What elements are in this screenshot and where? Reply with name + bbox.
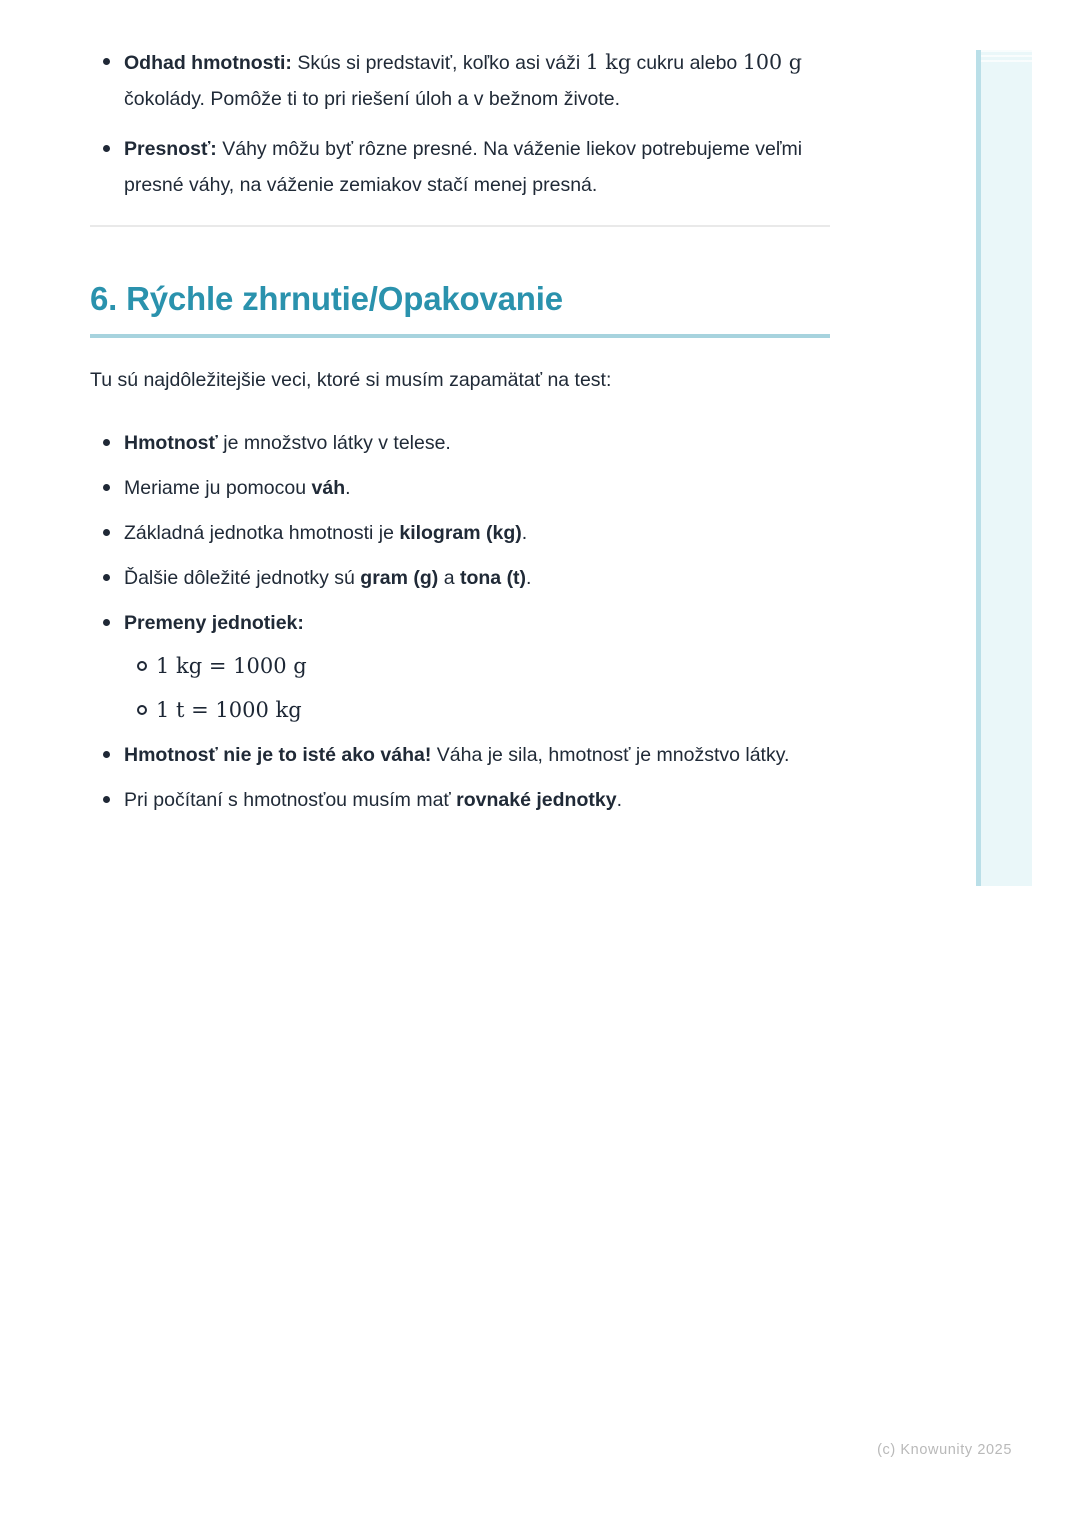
footer-copyright: (c) Knowunity 2025: [877, 1442, 1012, 1458]
list-item-zakladna-jednotka: [90, 515, 824, 551]
list-item-hmotnost-vs-vaha: [90, 737, 824, 773]
text-run: Pri počítaní s hmotnosťou musím mať: [124, 789, 457, 811]
heading-underline: [90, 334, 830, 338]
text-run: .: [616, 789, 622, 811]
list-item-hmotnost-definicia: [90, 425, 824, 461]
list-item-label: [124, 612, 304, 634]
text-run: je množstvo látky v telese.: [217, 432, 451, 454]
text-run: Základná jednotka hmotnosti je: [124, 522, 400, 544]
page-content: [90, 0, 830, 827]
section-divider: [90, 225, 830, 227]
text-run: Premeny jednotiek:: [124, 612, 304, 634]
text-run: rovnaké jednotky: [456, 789, 617, 811]
text-run: váh: [311, 477, 346, 499]
text-run: cukru alebo: [631, 52, 743, 74]
next-page-preview-strip: [976, 50, 1032, 886]
list-item-dalsie-jednotky: [90, 560, 824, 596]
text-run: Ďalšie dôležité jednotky sú: [124, 567, 361, 589]
text-run: .: [345, 477, 351, 499]
list-item-rovnake-jednotky: [90, 782, 824, 818]
list-item-premeny-jednotiek: [90, 605, 824, 728]
text-run: .: [526, 567, 532, 589]
list-item-meriame-vahami: [90, 470, 824, 506]
bullet-list-top: [90, 44, 830, 203]
text-run: Hmotnosť nie je to isté ako váha!: [124, 744, 432, 766]
text-run: čokolády. Pomôže ti to pri riešení úloh a v bežnom živote.: [124, 88, 621, 110]
sublist-item-kg-g: 1 kg = 1000 g: [136, 649, 824, 684]
text-run: 1 kg: [585, 50, 632, 74]
text-run: Presnosť:: [124, 138, 223, 160]
list-item-presnost: [90, 131, 830, 203]
text-run: Meriame ju pomocou: [124, 477, 312, 499]
text-run: tona (t): [459, 567, 527, 589]
intro-paragraph: Tu sú najdôležitejšie veci, ktoré si musím zapamätať na test:: [90, 369, 612, 391]
text-run: Skús si predstaviť, koľko asi váži: [297, 52, 586, 74]
text-run: .: [521, 522, 528, 544]
text-run: Váhy môžu byť rôzne presné. Na váženie liekov potrebujeme veľmi presné váhy, na váženie zemiakov stačí menej presná.: [124, 138, 803, 196]
text-run: 100 g: [742, 50, 802, 74]
bullet-list-summary: [90, 425, 830, 818]
sublist-premeny: [136, 649, 824, 728]
text-run: Váha je sila, hmotnosť je množstvo látky.: [431, 744, 790, 766]
text-run: kilogram (kg): [399, 522, 522, 544]
text-run: Odhad hmotnosti:: [124, 52, 298, 74]
sublist-item-t-kg: 1 t = 1000 kg: [136, 693, 824, 728]
text-run: a: [438, 567, 460, 589]
list-item-odhad-hmotnosti: [90, 44, 830, 117]
section-heading: 6. Rýchle zhrnutie/Opakovanie: [90, 280, 563, 317]
text-run: gram (g): [360, 567, 439, 589]
text-run: Hmotnosť: [124, 432, 218, 454]
